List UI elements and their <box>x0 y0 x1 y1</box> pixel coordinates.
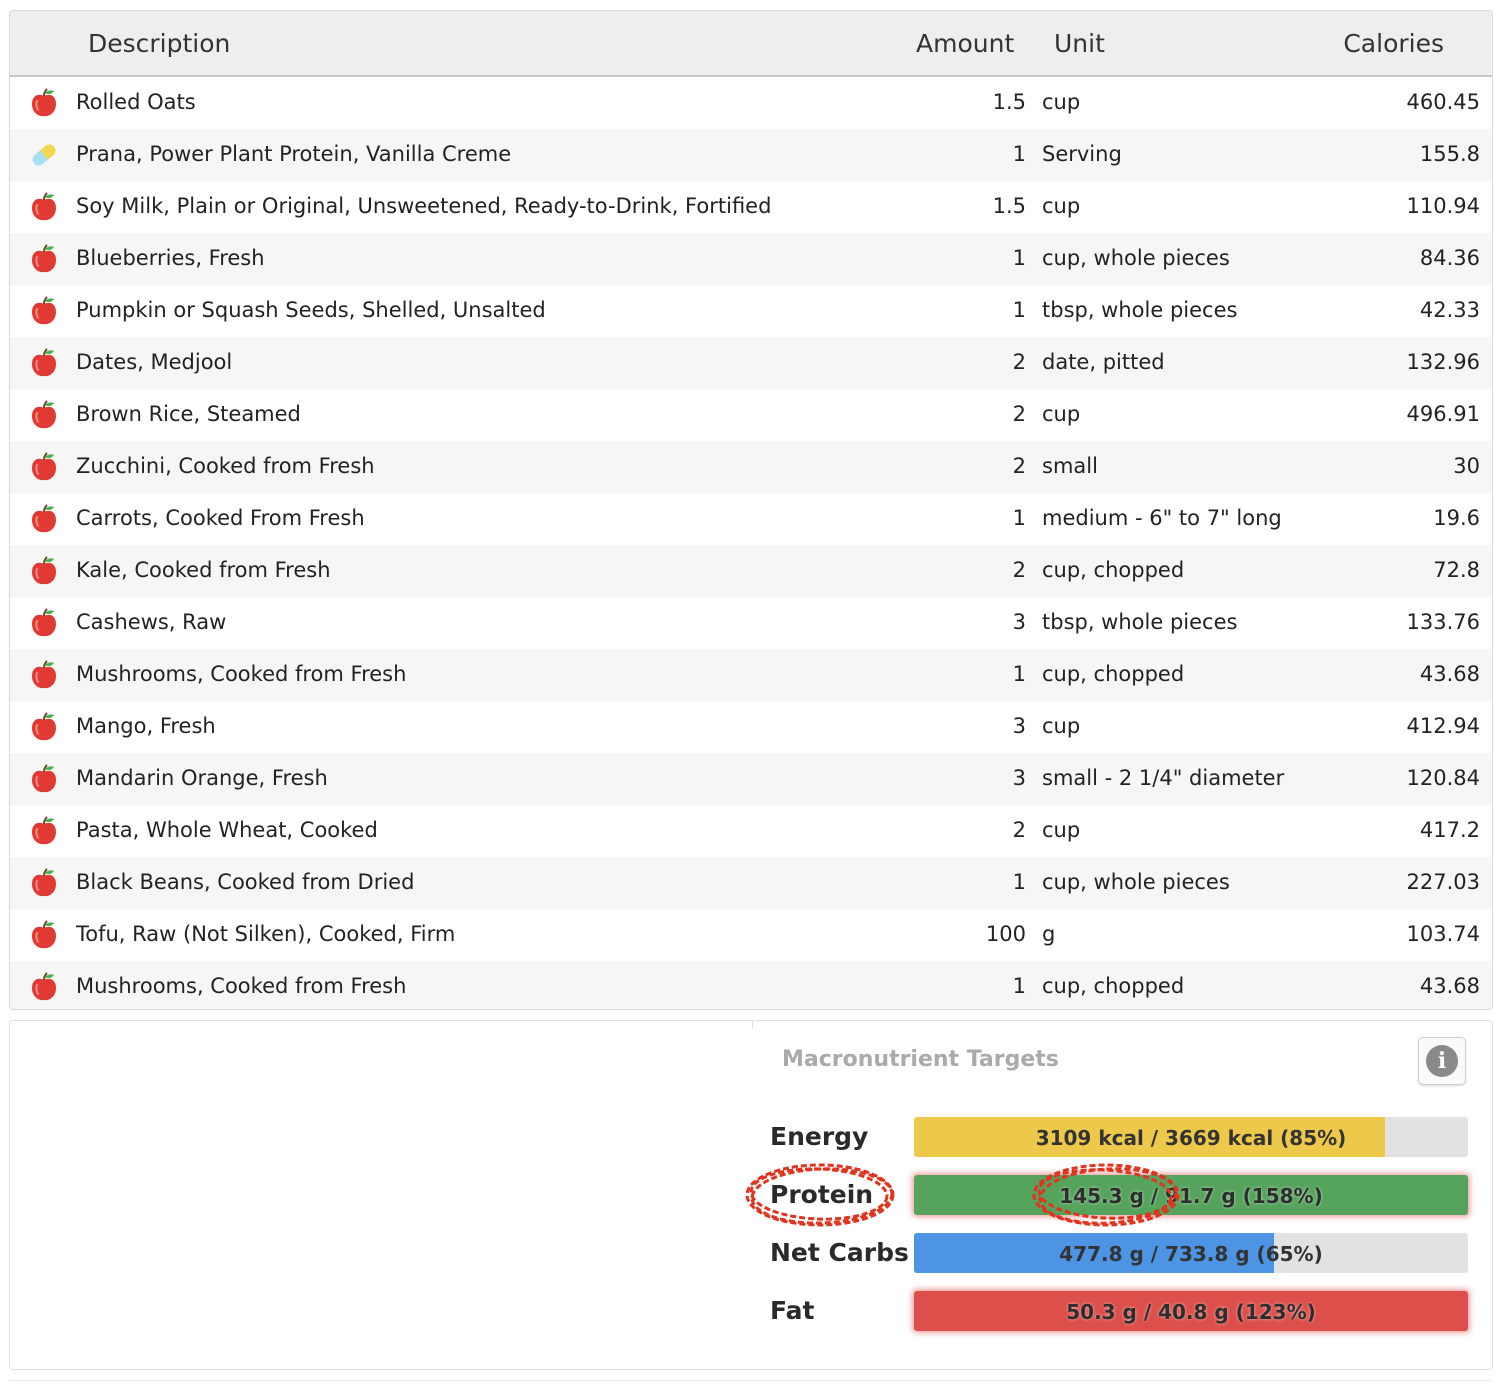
header-amount[interactable]: Amount <box>916 29 1015 58</box>
table-row[interactable] <box>10 701 1492 753</box>
row-unit: small <box>1042 454 1098 478</box>
apple-icon <box>28 971 60 1003</box>
row-description: Black Beans, Cooked from Dried <box>76 870 415 894</box>
row-amount: 3 <box>1012 610 1026 634</box>
row-calories: 19.6 <box>1433 506 1480 530</box>
row-unit: Serving <box>1042 142 1122 166</box>
apple-icon <box>28 87 60 119</box>
row-calories: 72.8 <box>1433 558 1480 582</box>
supplement-pill-icon <box>28 139 60 171</box>
row-description: Kale, Cooked from Fresh <box>76 558 331 582</box>
row-unit: cup, chopped <box>1042 974 1185 998</box>
table-row[interactable] <box>10 285 1492 337</box>
row-calories: 42.33 <box>1419 298 1480 322</box>
table-row[interactable] <box>10 389 1492 441</box>
table-row[interactable] <box>10 805 1492 857</box>
apple-icon <box>28 243 60 275</box>
macro-bar-text: 3109 kcal / 3669 kcal (85%) <box>1035 1126 1347 1150</box>
table-row[interactable] <box>10 961 1492 1010</box>
row-amount: 1 <box>1012 870 1026 894</box>
row-amount: 1 <box>1012 974 1026 998</box>
row-amount: 3 <box>1012 714 1026 738</box>
table-row[interactable] <box>10 649 1492 701</box>
info-icon: i <box>1426 1045 1458 1077</box>
table-row[interactable] <box>10 493 1492 545</box>
apple-icon <box>28 191 60 223</box>
row-amount: 2 <box>1012 454 1026 478</box>
row-description: Cashews, Raw <box>76 610 227 634</box>
macro-bar-net-carbs[interactable] <box>914 1233 1468 1273</box>
row-description: Tofu, Raw (Not Silken), Cooked, Firm <box>76 922 456 946</box>
row-amount: 2 <box>1012 402 1026 426</box>
row-calories: 84.36 <box>1419 246 1480 270</box>
row-calories: 103.74 <box>1406 922 1480 946</box>
header-unit[interactable]: Unit <box>1054 29 1105 58</box>
row-amount: 1 <box>1012 246 1026 270</box>
table-header <box>10 11 1492 77</box>
row-amount: 2 <box>1012 558 1026 582</box>
row-unit: cup <box>1042 402 1081 426</box>
row-unit: tbsp, whole pieces <box>1042 298 1238 322</box>
apple-icon <box>28 607 60 639</box>
row-unit: tbsp, whole pieces <box>1042 610 1238 634</box>
header-calories[interactable]: Calories <box>1343 29 1444 58</box>
row-unit: small - 2 1/4" diameter <box>1042 766 1285 790</box>
macro-bar-text: 477.8 g / 733.8 g (65%) <box>1059 1242 1323 1266</box>
header-description[interactable]: Description <box>88 29 231 58</box>
apple-icon <box>28 503 60 535</box>
macronutrient-panel <box>9 1020 1493 1370</box>
row-description: Brown Rice, Steamed <box>76 402 301 426</box>
macro-label-net-carbs: Net Carbs <box>770 1238 909 1267</box>
apple-icon <box>28 919 60 951</box>
row-amount: 2 <box>1012 350 1026 374</box>
macronutrient-targets-title: Macronutrient Targets <box>782 1047 1059 1072</box>
row-calories: 30 <box>1453 454 1480 478</box>
table-row[interactable] <box>10 597 1492 649</box>
bottom-divider <box>9 1380 1491 1381</box>
row-calories: 43.68 <box>1419 662 1480 686</box>
macro-bar-text: 50.3 g / 40.8 g (123%) <box>1066 1300 1316 1324</box>
row-amount: 3 <box>1012 766 1026 790</box>
row-calories: 496.91 <box>1406 402 1480 426</box>
row-unit: cup, chopped <box>1042 558 1185 582</box>
row-description: Mango, Fresh <box>76 714 216 738</box>
row-calories: 417.2 <box>1419 818 1480 842</box>
panel-divider <box>752 1021 753 1029</box>
table-row[interactable] <box>10 337 1492 389</box>
row-calories: 43.68 <box>1419 974 1480 998</box>
row-calories: 460.45 <box>1406 90 1480 114</box>
row-amount: 2 <box>1012 818 1026 842</box>
row-amount: 1 <box>1012 506 1026 530</box>
row-description: Pumpkin or Squash Seeds, Shelled, Unsalted <box>76 298 546 322</box>
row-description: Soy Milk, Plain or Original, Unsweetened, Ready-to-Drink, Fortified <box>76 194 772 218</box>
row-description: Zucchini, Cooked from Fresh <box>76 454 375 478</box>
row-unit: date, pitted <box>1042 350 1165 374</box>
row-description: Mandarin Orange, Fresh <box>76 766 328 790</box>
row-amount: 1.5 <box>992 194 1026 218</box>
table-row[interactable] <box>10 233 1492 285</box>
macro-label-energy: Energy <box>770 1122 869 1151</box>
row-unit: cup, chopped <box>1042 662 1185 686</box>
apple-icon <box>28 555 60 587</box>
row-unit: cup, whole pieces <box>1042 246 1230 270</box>
macro-label-fat: Fat <box>770 1296 815 1325</box>
table-row[interactable] <box>10 129 1492 181</box>
table-row[interactable] <box>10 909 1492 961</box>
macro-bar-protein[interactable] <box>914 1175 1468 1215</box>
info-button[interactable] <box>1418 1037 1466 1085</box>
row-description: Dates, Medjool <box>76 350 233 374</box>
row-calories: 412.94 <box>1406 714 1480 738</box>
apple-icon <box>28 399 60 431</box>
row-amount: 1 <box>1012 298 1026 322</box>
apple-icon <box>28 815 60 847</box>
row-unit: cup <box>1042 714 1081 738</box>
row-calories: 132.96 <box>1406 350 1480 374</box>
macro-bar-fat[interactable] <box>914 1291 1468 1331</box>
apple-icon <box>28 867 60 899</box>
table-row[interactable] <box>10 753 1492 805</box>
row-unit: cup <box>1042 90 1081 114</box>
row-description: Mushrooms, Cooked from Fresh <box>76 974 407 998</box>
row-unit: cup <box>1042 194 1081 218</box>
apple-icon <box>28 347 60 379</box>
apple-icon <box>28 295 60 327</box>
table-body <box>10 77 1492 1010</box>
table-row[interactable] <box>10 441 1492 493</box>
row-amount: 1 <box>1012 662 1026 686</box>
apple-icon <box>28 711 60 743</box>
apple-icon <box>28 763 60 795</box>
row-description: Prana, Power Plant Protein, Vanilla Creme <box>76 142 512 166</box>
table-row[interactable] <box>10 857 1492 909</box>
row-description: Rolled Oats <box>76 90 196 114</box>
row-description: Blueberries, Fresh <box>76 246 265 270</box>
food-diary-table <box>9 10 1493 1010</box>
row-amount: 1.5 <box>992 90 1026 114</box>
apple-icon <box>28 451 60 483</box>
row-amount: 1 <box>1012 142 1026 166</box>
row-calories: 155.8 <box>1419 142 1480 166</box>
table-row[interactable] <box>10 545 1492 597</box>
macro-bar-text: 145.3 g / 91.7 g (158%) <box>1059 1184 1323 1208</box>
row-unit: cup <box>1042 818 1081 842</box>
table-row[interactable] <box>10 77 1492 129</box>
row-unit: medium - 6" to 7" long <box>1042 506 1282 530</box>
row-amount: 100 <box>985 922 1026 946</box>
row-calories: 120.84 <box>1406 766 1480 790</box>
macro-bar-energy[interactable] <box>914 1117 1468 1157</box>
row-description: Pasta, Whole Wheat, Cooked <box>76 818 378 842</box>
table-row[interactable] <box>10 181 1492 233</box>
row-unit: cup, whole pieces <box>1042 870 1230 894</box>
macro-label-protein: Protein <box>770 1180 874 1209</box>
row-unit: g <box>1042 922 1056 946</box>
row-calories: 227.03 <box>1406 870 1480 894</box>
row-calories: 110.94 <box>1406 194 1480 218</box>
row-description: Mushrooms, Cooked from Fresh <box>76 662 407 686</box>
row-calories: 133.76 <box>1406 610 1480 634</box>
apple-icon <box>28 659 60 691</box>
row-description: Carrots, Cooked From Fresh <box>76 506 365 530</box>
